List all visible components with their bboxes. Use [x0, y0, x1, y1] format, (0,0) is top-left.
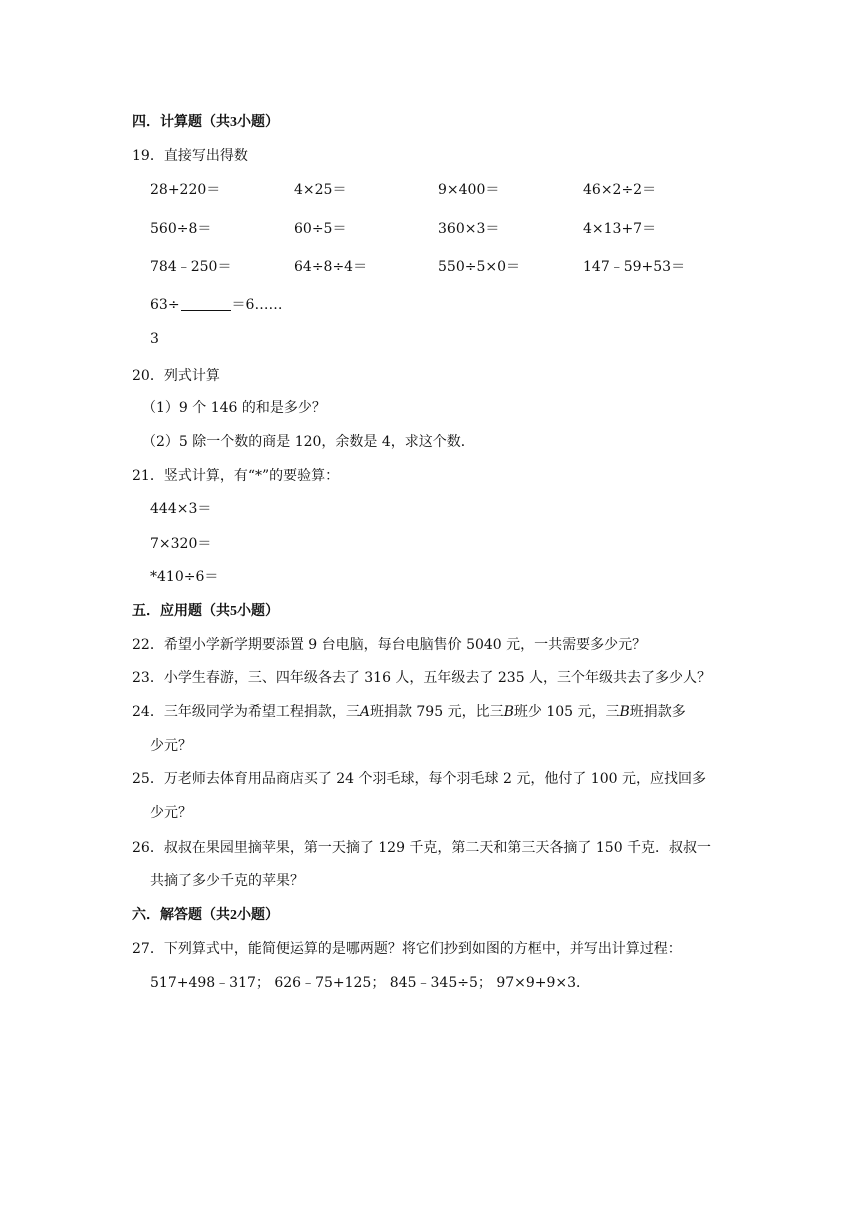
- vertical-calc-item: *410÷6＝: [150, 569, 219, 585]
- question-19-title: 19．直接写出得数: [132, 148, 248, 164]
- vertical-calc-item: 7×320＝: [150, 536, 212, 552]
- question-22: 22．希望小学新学期要添置 9 台电脑，每台电脑售价 5040 元，一共需要多少元？: [132, 637, 647, 653]
- question-20-part-1: （1）9 个 146 的和是多少？: [142, 400, 326, 416]
- question-21-title: 21．竖式计算，有“*”的要验算：: [132, 468, 340, 484]
- question-20-part-2: （2）5 除一个数的商是 120，余数是 4，求这个数．: [142, 434, 475, 450]
- calc-item: 560÷8＝: [150, 221, 212, 237]
- question-27-expressions: 517+498﹣317； 626﹣75+125； 845﹣345÷5； 97×9+9×3．: [150, 975, 591, 991]
- section-5-heading: 五．应用题（共5小题）: [132, 603, 279, 619]
- question-23: 23．小学生春游，三、四年级各去了 316 人，五年级去了 235 人，三个年级共去了多少人？: [132, 670, 712, 686]
- calc-item: 28+220＝: [150, 182, 221, 198]
- calc-item: 784﹣250＝: [150, 259, 232, 275]
- calc-item: 60÷5＝: [294, 221, 347, 237]
- calc-item: 550÷5×0＝: [438, 259, 520, 275]
- question-27-line-1: 27．下列算式中，能简便运算的是哪两题？将它们抄到如图的方框中，并写出计算过程：: [132, 941, 682, 957]
- question-24-line-1: 24．三年级同学为希望工程捐款，三A班捐款 795 元，比三B班少 105 元，三B班捐款多: [132, 704, 686, 720]
- calc-item: 9×400＝: [438, 182, 500, 198]
- calc-item: 64÷8÷4＝: [294, 259, 368, 275]
- remainder-value: 3: [150, 331, 159, 347]
- calc-item: 4×25＝: [294, 182, 347, 198]
- calc-item-with-blank: 63÷ ＝6……: [150, 297, 283, 313]
- question-26-line-2: 共摘了多少千克的苹果？: [150, 873, 304, 889]
- vertical-calc-item: 444×3＝: [150, 501, 212, 517]
- calc-item: 46×2÷2＝: [583, 182, 657, 198]
- calc-item: 4×13+7＝: [583, 221, 657, 237]
- question-24-line-2: 少元？: [150, 738, 192, 754]
- section-6-heading: 六．解答题（共2小题）: [132, 907, 279, 923]
- calc-item: 147﹣59+53＝: [583, 259, 686, 275]
- answer-blank[interactable]: [181, 296, 231, 311]
- calc-item: 360×3＝: [438, 221, 500, 237]
- question-25-line-1: 25．万老师去体育用品商店买了 24 个羽毛球，每个羽毛球 2 元，他付了 100 元，应找回多: [132, 771, 706, 787]
- section-4-heading: 四．计算题（共3小题）: [132, 114, 279, 130]
- question-25-line-2: 少元？: [150, 805, 192, 821]
- question-26-line-1: 26．叔叔在果园里摘苹果，第一天摘了 129 千克，第二天和第三天各摘了 150 千克．叔叔一: [132, 840, 712, 856]
- question-20-title: 20．列式计算: [132, 368, 220, 384]
